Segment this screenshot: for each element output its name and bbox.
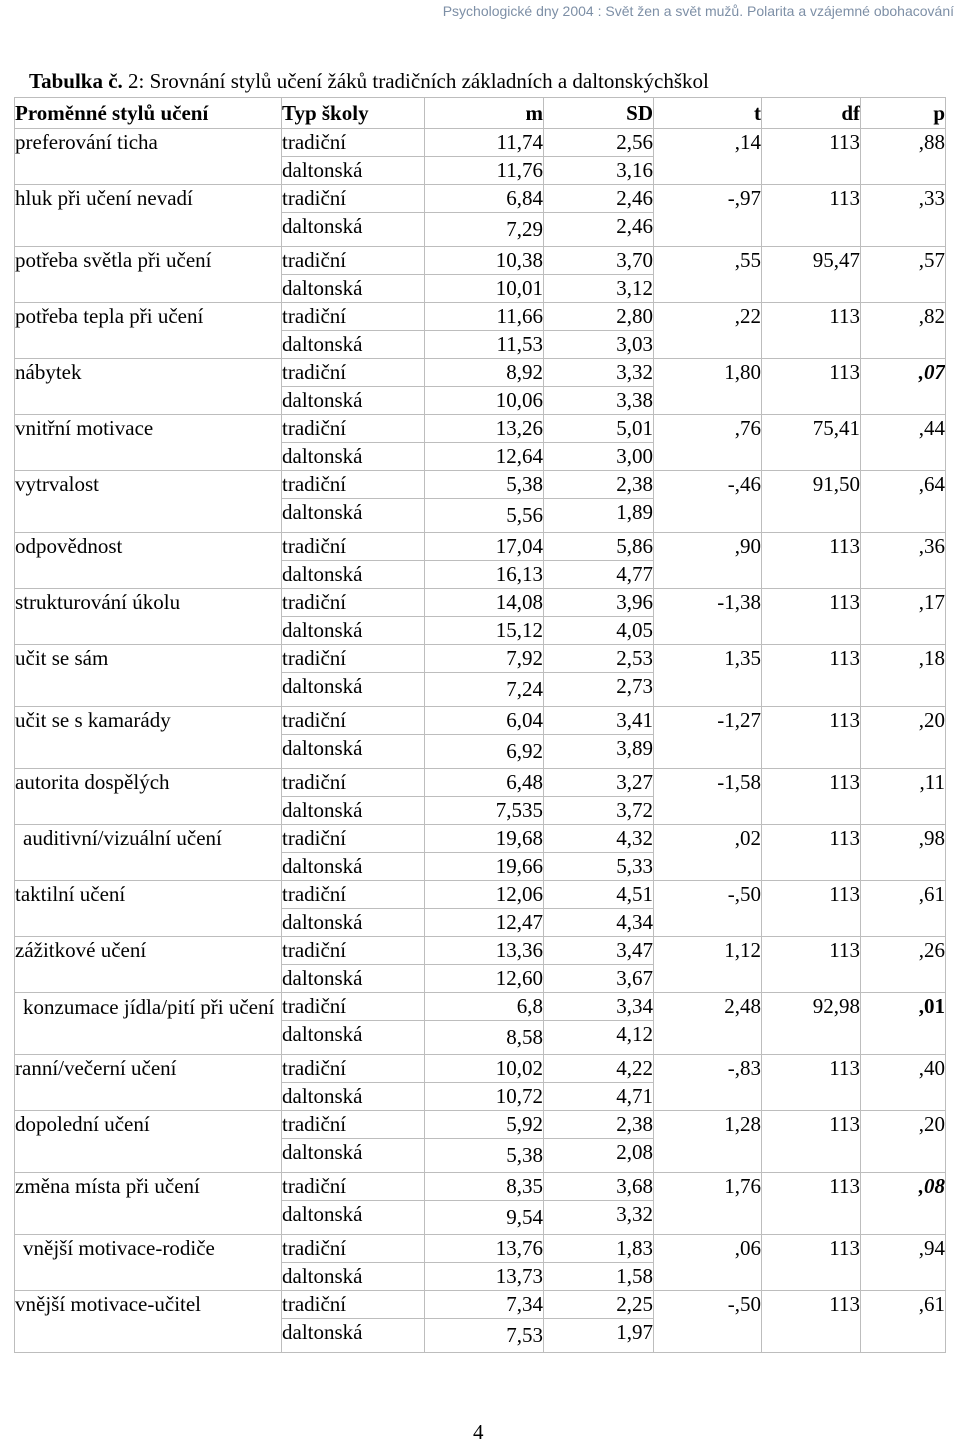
t-value: 1,76 <box>654 1173 762 1235</box>
p-value: ,64 <box>861 471 946 533</box>
df-value: 113 <box>762 185 861 247</box>
mean-value: 7,535 <box>425 797 544 825</box>
school-type: daltonská <box>282 387 425 415</box>
learning-styles-table <box>14 97 946 1353</box>
variable-name: odpovědnost <box>15 533 282 589</box>
school-type: tradiční <box>282 825 425 853</box>
df-value: 113 <box>762 303 861 359</box>
t-value: ,02 <box>654 825 762 881</box>
sd-value: 2,38 <box>544 1111 654 1139</box>
sd-value: 5,01 <box>544 415 654 443</box>
sd-value: 4,34 <box>544 909 654 937</box>
mean-value: 12,64 <box>425 443 544 471</box>
p-value: ,88 <box>861 129 946 185</box>
variable-name: učit se s kamarády <box>15 707 282 769</box>
school-type: tradiční <box>282 937 425 965</box>
sd-value: 2,46 <box>544 185 654 213</box>
school-type: daltonská <box>282 965 425 993</box>
school-type: daltonská <box>282 275 425 303</box>
sd-value: 4,22 <box>544 1055 654 1083</box>
sd-value: 3,70 <box>544 247 654 275</box>
df-value: 113 <box>762 825 861 881</box>
t-value: -,46 <box>654 471 762 533</box>
mean-value: 5,38 <box>425 1139 544 1173</box>
school-type: tradiční <box>282 1173 425 1201</box>
school-type: daltonská <box>282 735 425 769</box>
mean-value: 7,34 <box>425 1291 544 1319</box>
sd-value: 1,97 <box>544 1319 654 1353</box>
p-value: ,61 <box>861 881 946 937</box>
variable-name: učit se sám <box>15 645 282 707</box>
mean-value: 6,04 <box>425 707 544 735</box>
p-value: ,17 <box>861 589 946 645</box>
t-value: 2,48 <box>654 993 762 1055</box>
sd-value: 2,73 <box>544 673 654 707</box>
caption-label: Tabulka č. <box>29 69 123 93</box>
mean-value: 16,13 <box>425 561 544 589</box>
t-value: 1,28 <box>654 1111 762 1173</box>
variable-name: taktilní učení <box>15 881 282 937</box>
school-type: daltonská <box>282 157 425 185</box>
p-value: ,07 <box>861 359 946 415</box>
sd-value: 2,38 <box>544 471 654 499</box>
p-value: ,08 <box>861 1173 946 1235</box>
mean-value: 9,54 <box>425 1201 544 1235</box>
sd-value: 2,56 <box>544 129 654 157</box>
school-type: daltonská <box>282 1021 425 1055</box>
sd-value: 3,34 <box>544 993 654 1021</box>
table-row <box>15 993 946 1021</box>
df-value: 113 <box>762 937 861 993</box>
mean-value: 5,56 <box>425 499 544 533</box>
mean-value: 5,38 <box>425 471 544 499</box>
school-type: tradiční <box>282 359 425 387</box>
sd-value: 2,80 <box>544 303 654 331</box>
school-type: tradiční <box>282 1291 425 1319</box>
table-caption <box>29 69 709 94</box>
table-row <box>15 645 946 673</box>
mean-value: 7,24 <box>425 673 544 707</box>
t-value: ,06 <box>654 1235 762 1291</box>
table-row <box>15 881 946 909</box>
school-type: daltonská <box>282 561 425 589</box>
sd-value: 4,12 <box>544 1021 654 1055</box>
col-header-t: t <box>654 98 762 129</box>
mean-value: 15,12 <box>425 617 544 645</box>
sd-value: 3,32 <box>544 359 654 387</box>
school-type: daltonská <box>282 853 425 881</box>
mean-value: 6,48 <box>425 769 544 797</box>
df-value: 113 <box>762 1055 861 1111</box>
mean-value: 6,8 <box>425 993 544 1021</box>
mean-value: 7,29 <box>425 213 544 247</box>
p-value: ,36 <box>861 533 946 589</box>
school-type: daltonská <box>282 499 425 533</box>
sd-value: 3,16 <box>544 157 654 185</box>
col-header-p: p <box>861 98 946 129</box>
t-value: ,76 <box>654 415 762 471</box>
t-value: -1,27 <box>654 707 762 769</box>
col-header-df: df <box>762 98 861 129</box>
table-row <box>15 303 946 331</box>
col-header-mean: m <box>425 98 544 129</box>
df-value: 113 <box>762 769 861 825</box>
sd-value: 3,12 <box>544 275 654 303</box>
school-type: tradiční <box>282 415 425 443</box>
t-value: ,14 <box>654 129 762 185</box>
sd-value: 4,32 <box>544 825 654 853</box>
mean-value: 11,53 <box>425 331 544 359</box>
school-type: tradiční <box>282 303 425 331</box>
sd-value: 3,27 <box>544 769 654 797</box>
p-value: ,57 <box>861 247 946 303</box>
sd-value: 3,67 <box>544 965 654 993</box>
variable-name: nábytek <box>15 359 282 415</box>
page-number: 4 <box>473 1420 484 1444</box>
school-type: tradiční <box>282 185 425 213</box>
mean-value: 13,73 <box>425 1263 544 1291</box>
df-value: 113 <box>762 881 861 937</box>
t-value: -,97 <box>654 185 762 247</box>
variable-name: vytrvalost <box>15 471 282 533</box>
sd-value: 3,72 <box>544 797 654 825</box>
table-row <box>15 1291 946 1319</box>
sd-value: 1,83 <box>544 1235 654 1263</box>
p-value: ,82 <box>861 303 946 359</box>
variable-name: konzumace jídla/pití při učení <box>15 993 282 1055</box>
variable-name: změna místa při učení <box>15 1173 282 1235</box>
sd-value: 4,77 <box>544 561 654 589</box>
col-header-variable: Proměnné stylů učení <box>15 98 282 129</box>
mean-value: 12,06 <box>425 881 544 909</box>
mean-value: 8,58 <box>425 1021 544 1055</box>
df-value: 113 <box>762 1291 861 1353</box>
sd-value: 3,47 <box>544 937 654 965</box>
school-type: daltonská <box>282 1083 425 1111</box>
variable-name: vnitřní motivace <box>15 415 282 471</box>
df-value: 95,47 <box>762 247 861 303</box>
table-row <box>15 415 946 443</box>
t-value: ,90 <box>654 533 762 589</box>
mean-value: 12,60 <box>425 965 544 993</box>
school-type: tradiční <box>282 707 425 735</box>
school-type: tradiční <box>282 1235 425 1263</box>
mean-value: 10,72 <box>425 1083 544 1111</box>
table-row <box>15 1235 946 1263</box>
t-value: 1,35 <box>654 645 762 707</box>
school-type: daltonská <box>282 797 425 825</box>
variable-name: vnější motivace-učitel <box>15 1291 282 1353</box>
df-value: 113 <box>762 1173 861 1235</box>
school-type: tradiční <box>282 471 425 499</box>
sd-value: 3,96 <box>544 589 654 617</box>
school-type: tradiční <box>282 993 425 1021</box>
table-row <box>15 589 946 617</box>
sd-value: 3,41 <box>544 707 654 735</box>
mean-value: 10,02 <box>425 1055 544 1083</box>
mean-value: 8,35 <box>425 1173 544 1201</box>
school-type: daltonská <box>282 213 425 247</box>
variable-name: hluk při učení nevadí <box>15 185 282 247</box>
t-value: ,22 <box>654 303 762 359</box>
sd-value: 2,08 <box>544 1139 654 1173</box>
sd-value: 2,25 <box>544 1291 654 1319</box>
variable-name: vnější motivace-rodiče <box>15 1235 282 1291</box>
p-value: ,01 <box>861 993 946 1055</box>
mean-value: 12,47 <box>425 909 544 937</box>
mean-value: 6,92 <box>425 735 544 769</box>
caption-text: 2: Srovnání stylů učení žáků tradičních základních a daltonskýchškol <box>122 69 709 93</box>
variable-name: auditivní/vizuální učení <box>15 825 282 881</box>
sd-value: 4,05 <box>544 617 654 645</box>
school-type: daltonská <box>282 443 425 471</box>
df-value: 91,50 <box>762 471 861 533</box>
mean-value: 10,01 <box>425 275 544 303</box>
variable-name: ranní/večerní učení <box>15 1055 282 1111</box>
sd-value: 3,03 <box>544 331 654 359</box>
mean-value: 17,04 <box>425 533 544 561</box>
t-value: -,50 <box>654 881 762 937</box>
p-value: ,44 <box>861 415 946 471</box>
mean-value: 5,92 <box>425 1111 544 1139</box>
sd-value: 1,89 <box>544 499 654 533</box>
mean-value: 7,53 <box>425 1319 544 1353</box>
table-row <box>15 937 946 965</box>
table-row <box>15 359 946 387</box>
table-row <box>15 247 946 275</box>
table-row <box>15 471 946 499</box>
t-value: -1,38 <box>654 589 762 645</box>
school-type: daltonská <box>282 909 425 937</box>
school-type: daltonská <box>282 1263 425 1291</box>
school-type: tradiční <box>282 1055 425 1083</box>
variable-name: potřeba tepla při učení <box>15 303 282 359</box>
school-type: tradiční <box>282 881 425 909</box>
school-type: daltonská <box>282 673 425 707</box>
sd-value: 1,58 <box>544 1263 654 1291</box>
sd-value: 5,86 <box>544 533 654 561</box>
mean-value: 7,92 <box>425 645 544 673</box>
p-value: ,11 <box>861 769 946 825</box>
sd-value: 3,32 <box>544 1201 654 1235</box>
sd-value: 3,38 <box>544 387 654 415</box>
school-type: tradiční <box>282 129 425 157</box>
df-value: 113 <box>762 1235 861 1291</box>
df-value: 113 <box>762 533 861 589</box>
school-type: daltonská <box>282 1139 425 1173</box>
sd-value: 5,33 <box>544 853 654 881</box>
sd-value: 3,68 <box>544 1173 654 1201</box>
table-row <box>15 1173 946 1201</box>
table-row <box>15 825 946 853</box>
header-row <box>15 98 946 129</box>
df-value: 113 <box>762 645 861 707</box>
school-type: tradiční <box>282 589 425 617</box>
school-type: tradiční <box>282 533 425 561</box>
p-value: ,20 <box>861 1111 946 1173</box>
t-value: 1,12 <box>654 937 762 993</box>
mean-value: 8,92 <box>425 359 544 387</box>
table-row <box>15 185 946 213</box>
p-value: ,40 <box>861 1055 946 1111</box>
mean-value: 13,36 <box>425 937 544 965</box>
table-row <box>15 707 946 735</box>
mean-value: 11,76 <box>425 157 544 185</box>
variable-name: zážitkové učení <box>15 937 282 993</box>
table-row <box>15 1055 946 1083</box>
p-value: ,18 <box>861 645 946 707</box>
mean-value: 13,76 <box>425 1235 544 1263</box>
mean-value: 19,66 <box>425 853 544 881</box>
variable-name: dopolední učení <box>15 1111 282 1173</box>
variable-name: potřeba světla při učení <box>15 247 282 303</box>
col-header-sd: SD <box>544 98 654 129</box>
t-value: -,83 <box>654 1055 762 1111</box>
p-value: ,98 <box>861 825 946 881</box>
sd-value: 3,89 <box>544 735 654 769</box>
mean-value: 10,06 <box>425 387 544 415</box>
variable-name: preferování ticha <box>15 129 282 185</box>
p-value: ,20 <box>861 707 946 769</box>
p-value: ,26 <box>861 937 946 993</box>
p-value: ,94 <box>861 1235 946 1291</box>
table-row <box>15 1111 946 1139</box>
p-value: ,33 <box>861 185 946 247</box>
p-value: ,61 <box>861 1291 946 1353</box>
school-type: daltonská <box>282 617 425 645</box>
sd-value: 2,46 <box>544 213 654 247</box>
variable-name: autorita dospělých <box>15 769 282 825</box>
mean-value: 11,66 <box>425 303 544 331</box>
mean-value: 10,38 <box>425 247 544 275</box>
t-value: 1,80 <box>654 359 762 415</box>
df-value: 113 <box>762 359 861 415</box>
df-value: 113 <box>762 129 861 185</box>
school-type: tradiční <box>282 769 425 797</box>
running-header: Psychologické dny 2004 : Svět žen a svět mužů. Polarita a vzájemné obohacování <box>442 3 954 19</box>
mean-value: 19,68 <box>425 825 544 853</box>
t-value: -,50 <box>654 1291 762 1353</box>
sd-value: 3,00 <box>544 443 654 471</box>
sd-value: 2,53 <box>544 645 654 673</box>
col-header-school-type: Typ školy <box>282 98 425 129</box>
school-type: tradiční <box>282 1111 425 1139</box>
t-value: ,55 <box>654 247 762 303</box>
school-type: tradiční <box>282 645 425 673</box>
mean-value: 13,26 <box>425 415 544 443</box>
school-type: tradiční <box>282 247 425 275</box>
df-value: 75,41 <box>762 415 861 471</box>
school-type: daltonská <box>282 1201 425 1235</box>
t-value: -1,58 <box>654 769 762 825</box>
table-row <box>15 533 946 561</box>
df-value: 92,98 <box>762 993 861 1055</box>
school-type: daltonská <box>282 1319 425 1353</box>
variable-name: strukturování úkolu <box>15 589 282 645</box>
mean-value: 14,08 <box>425 589 544 617</box>
table-row <box>15 769 946 797</box>
mean-value: 6,84 <box>425 185 544 213</box>
sd-value: 4,51 <box>544 881 654 909</box>
mean-value: 11,74 <box>425 129 544 157</box>
school-type: daltonská <box>282 331 425 359</box>
df-value: 113 <box>762 707 861 769</box>
df-value: 113 <box>762 1111 861 1173</box>
table-row <box>15 129 946 157</box>
df-value: 113 <box>762 589 861 645</box>
sd-value: 4,71 <box>544 1083 654 1111</box>
